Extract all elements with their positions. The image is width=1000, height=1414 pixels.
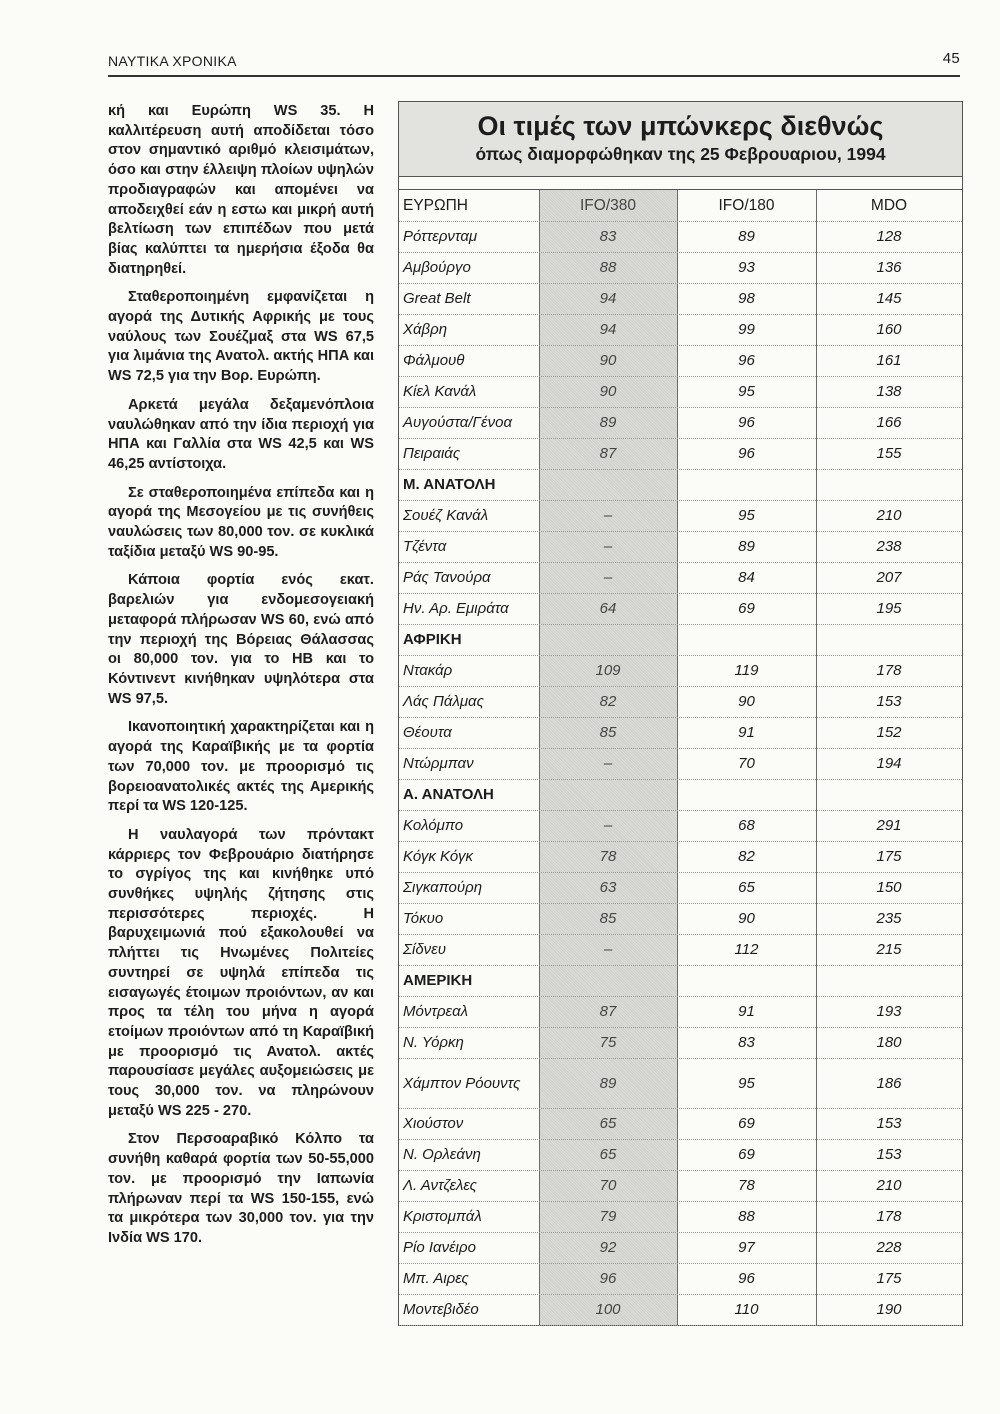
running-header <box>108 50 960 72</box>
ifo380-price: 82 <box>599 693 617 710</box>
table-title: Οι τιμές των μπώνκερς διεθνώς <box>477 111 884 141</box>
port-name: Λάς Πάλμας <box>403 693 484 710</box>
table-row <box>399 438 962 470</box>
table-row <box>399 252 962 284</box>
table-row <box>399 593 962 625</box>
region-row <box>399 624 962 656</box>
table-row <box>399 283 962 315</box>
article-paragraph: Η ναυλαγορά των πρόντακτ κάρριερς τον Φεβρουάριο διατήρησε το σγρίγος της και κινήθηκε υπό συνθήκες υψηλής ζήτησης στις περισσότερες περιοχές. Η βαρυχειμωνιά πού εξακολουθεί να πλήττει τις Ηνωμένες Πολιτείες συντηρεί σε υψηλά επίπεδα τις εισαγωγές έτοιμων προιόντων, αν και προς τα τέλη του μήνα η αγορά ετοίμων προιόντων από τη Καραϊβική με προορισμό τις Ανατολ. ακτές παρουσίασε μεγάλες αυξομειώσεις με τους 30,000 τον. να πληρώνουν μεταξύ WS 225 - 270. <box>108 826 374 1119</box>
ifo180-price: 98 <box>738 290 755 307</box>
ifo380-price: 89 <box>599 1074 617 1092</box>
article-paragraph: Κάποια φορτία ενός εκατ. βαρελιών για ενδομεσογειακή μεταφορά πλήρωσαν WS 60, ενώ από την περιοχή της Βόρειας Θάλασσας οι 80,000 τον. για το ΗΒ και το Κόντινεντ κινήθηκαν υψηλότερα στα WS 97,5. <box>108 572 374 707</box>
mdo-price: 175 <box>876 848 902 865</box>
port-name: Ράς Τανούρα <box>403 569 491 586</box>
mdo-price: 228 <box>876 1239 902 1256</box>
ifo380-price: 63 <box>599 879 617 896</box>
port-name: Κολόμπο <box>403 817 464 834</box>
port-name: Κίελ Κανάλ <box>403 383 477 400</box>
table-row <box>399 345 962 377</box>
ifo380-price: 90 <box>599 352 617 369</box>
ifo380-price: – <box>603 507 613 524</box>
table-row <box>399 717 962 749</box>
publication-title: ΝΑΥΤΙΚΑ ΧΡΟΝΙΚΑ <box>108 53 237 69</box>
ifo380-price: 90 <box>599 383 617 400</box>
port-name: Κριστομπάλ <box>403 1208 482 1225</box>
port-name: Ν. Υόρκη <box>403 1034 464 1051</box>
ifo380-price: 79 <box>599 1208 617 1225</box>
mdo-price: 210 <box>876 507 902 524</box>
port-name: Αυγούστα/Γένοα <box>403 414 513 431</box>
mdo-price: 207 <box>876 569 902 586</box>
table-row <box>399 1294 962 1326</box>
article-column <box>108 102 374 1258</box>
ifo380-price: 94 <box>599 321 617 338</box>
table-row <box>399 1263 962 1295</box>
ifo180-price: 97 <box>738 1239 755 1256</box>
ifo180-price: 68 <box>738 817 755 834</box>
mdo-price: 138 <box>876 383 902 400</box>
ifo180-price: 78 <box>738 1177 755 1194</box>
port-name: Λ. Αντζελες <box>403 1177 477 1194</box>
mdo-price: 193 <box>876 1003 902 1020</box>
port-name: Ρόττερνταμ <box>403 228 478 245</box>
mdo-price: 210 <box>876 1177 902 1194</box>
mdo-price: 153 <box>876 1115 902 1132</box>
region-row <box>399 965 962 997</box>
mdo-price: 178 <box>876 662 902 679</box>
ifo380-price: 92 <box>599 1239 617 1256</box>
ifo380-price: 64 <box>599 600 617 617</box>
port-name: Φάλμουθ <box>403 352 465 369</box>
port-name: Ην. Αρ. Εμιράτα <box>403 600 509 617</box>
table-row <box>399 1058 962 1109</box>
region-label: Μ. ΑΝΑΤΟΛΗ <box>403 476 496 493</box>
port-name: Σιγκαπούρη <box>403 879 483 896</box>
table-header-row <box>399 190 962 222</box>
table-title-box <box>399 102 962 177</box>
ifo380-price: 70 <box>599 1177 617 1194</box>
ifo380-price: 87 <box>599 1003 617 1020</box>
article-paragraph: Ικανοποιητική χαρακτηρίζεται και η αγορά της Καραϊβικής με τα φορτία των 70,000 τον. με προορισμό τις βορειοανατολικές ακτές της Αμερικής περί τα WS 120-125. <box>108 719 374 815</box>
ifo180-price: 95 <box>738 507 755 524</box>
ifo180-price: 89 <box>738 538 755 555</box>
ifo180-price: 69 <box>738 1146 755 1163</box>
table-row <box>399 562 962 594</box>
ifo180-price: 91 <box>738 1003 755 1020</box>
ifo180-price: 90 <box>738 910 755 927</box>
ifo380-price: 100 <box>595 1301 621 1318</box>
mdo-price: 150 <box>876 879 902 896</box>
mdo-price: 160 <box>876 321 902 338</box>
article-paragraph: Στον Περσοαραβικό Κόλπο τα συνήθη καθαρά φορτία των 50-55,000 τον. με προορισμό την Ιαπωνία πλήρωναν περί τα WS 150-155, ενώ τα μικρότερα των 30,000 τον. για την Ινδία WS 170. <box>108 1131 374 1246</box>
header-divider <box>108 75 960 77</box>
region-row <box>399 469 962 501</box>
port-name: Ντώρμπαν <box>403 755 474 772</box>
table-row <box>399 1139 962 1171</box>
ifo180-price: 119 <box>734 662 759 679</box>
table-row <box>399 841 962 873</box>
ifo380-price: 94 <box>599 290 617 307</box>
port-name: Αμβούργο <box>403 259 471 276</box>
ifo180-price: 110 <box>734 1301 759 1318</box>
table-row <box>399 376 962 408</box>
port-name: Μπ. Αιρες <box>403 1270 469 1287</box>
mdo-price: 186 <box>876 1074 902 1092</box>
region-label: Α. ΑΝΑΤΟΛΗ <box>403 786 494 803</box>
ifo180-price: 82 <box>738 848 755 865</box>
region-label: ΑΜΕΡΙΚΗ <box>403 972 473 989</box>
mdo-price: 291 <box>876 817 902 834</box>
ifo380-price: 88 <box>599 259 617 276</box>
ifo180-price: 95 <box>738 383 755 400</box>
port-name: Σουέζ Κανάλ <box>403 507 489 524</box>
mdo-price: 153 <box>876 693 902 710</box>
ifo180-price: 95 <box>738 1074 755 1092</box>
ifo180-price: 93 <box>738 259 755 276</box>
port-name: Χάμπτον Ρόουντς <box>403 1074 521 1092</box>
table-row <box>399 314 962 346</box>
ifo180-price: 112 <box>734 941 759 958</box>
ifo380-price: – <box>603 817 613 834</box>
port-name: Κόγκ Κόγκ <box>403 848 473 865</box>
mdo-price: 175 <box>876 1270 902 1287</box>
mdo-price: 238 <box>876 538 902 555</box>
table-row <box>399 1027 962 1059</box>
ifo380-price: 96 <box>599 1270 617 1287</box>
article-paragraph: κή και Ευρώπη WS 35. Η καλλιτέρευση αυτή αποδίδεται τόσο στον σημαντικό αριθμό κλεισιμάτων, όσο και στην έλλειψη πλοίων υψηλών προδιαγραφών και απομένει να αποδειχθεί εάν η εστω και μικρή αυτή βελτίωση των επιπέδων που μετά βίας καλύπτει τα ημερήσια έξοδα θα διατηρηθεί. <box>108 103 374 277</box>
ifo380-price: – <box>603 941 613 958</box>
ifo180-price: 84 <box>738 569 755 586</box>
table-row <box>399 1170 962 1202</box>
ifo380-price: 89 <box>599 414 617 431</box>
column-header-ifo180: IFO/180 <box>718 196 775 214</box>
mdo-price: 152 <box>876 724 902 741</box>
ifo380-price: 87 <box>599 445 617 462</box>
region-row <box>399 779 962 811</box>
bunker-prices-table <box>398 101 963 1326</box>
ifo180-price: 69 <box>738 1115 755 1132</box>
ifo180-price: 99 <box>738 321 755 338</box>
mdo-price: 155 <box>876 445 902 462</box>
port-name: Μοντεβιδέο <box>403 1301 479 1318</box>
table-row <box>399 872 962 904</box>
table-row <box>399 655 962 687</box>
port-name: Θέουτα <box>403 724 452 741</box>
port-name: Χάβρη <box>403 321 448 338</box>
ifo180-price: 70 <box>738 755 755 772</box>
ifo380-price: 109 <box>595 662 621 679</box>
mdo-price: 166 <box>876 414 902 431</box>
mdo-price: 153 <box>876 1146 902 1163</box>
ifo180-price: 96 <box>738 414 755 431</box>
ifo180-price: 96 <box>738 1270 755 1287</box>
ifo180-price: 91 <box>738 724 755 741</box>
port-name: Ντακάρ <box>403 662 453 679</box>
table-subtitle: όπως διαμορφώθηκαν της 25 Φεβρουαριου, 1994 <box>475 144 886 164</box>
ifo380-price: 85 <box>599 724 617 741</box>
ifo180-price: 88 <box>738 1208 755 1225</box>
mdo-price: 194 <box>876 755 902 772</box>
table-row <box>399 1232 962 1264</box>
table-row <box>399 407 962 439</box>
region-header-europe: ΕΥΡΩΠΗ <box>403 197 468 214</box>
port-name: Χιούστον <box>403 1115 464 1132</box>
mdo-price: 190 <box>876 1301 902 1318</box>
port-name: Τόκυο <box>403 910 444 927</box>
table-row <box>399 996 962 1028</box>
table-row <box>399 1201 962 1233</box>
ifo180-price: 96 <box>738 352 755 369</box>
table-row <box>399 1108 962 1140</box>
article-paragraph: Σε σταθεροποιημένα επίπεδα και η αγορά της Μεσογείου με τις συνήθεις ναυλώσεις των 80,000 τον. σε κυκλικά ταξίδια μεταξύ WS 90-95. <box>108 484 374 560</box>
table-row <box>399 903 962 935</box>
port-name: Πειραιάς <box>403 445 461 462</box>
ifo380-price: – <box>603 538 613 555</box>
column-header-ifo380: IFO/380 <box>580 196 636 214</box>
mdo-price: 161 <box>876 352 902 369</box>
port-name: Ν. Ορλεάνη <box>403 1146 481 1163</box>
ifo380-price: 75 <box>599 1034 617 1051</box>
port-name: Great Belt <box>403 290 471 307</box>
ifo180-price: 90 <box>738 693 755 710</box>
mdo-price: 136 <box>876 259 902 276</box>
mdo-price: 235 <box>876 910 902 927</box>
ifo180-price: 69 <box>738 600 755 617</box>
region-label: ΑΦΡΙΚΗ <box>403 631 462 648</box>
article-paragraph: Σταθεροποιημένη εμφανίζεται η αγορά της Δυτικής Αφρικής με τους ναύλους των Σουέζμαξ στα WS 67,5 για λιμάνια της Ανατολ. ακτής ΗΠΑ και WS 72,5 για την Βορ. Ευρώπη. <box>108 289 374 385</box>
ifo380-price: – <box>603 569 613 586</box>
ifo380-price: 83 <box>599 228 617 245</box>
mdo-price: 215 <box>876 941 902 958</box>
article-paragraph: Αρκετά μεγάλα δεξαμενόπλοια ναυλώθηκαν από την ίδια περιοχή για ΗΠΑ και Γαλλία στα WS 42,5 και WS 46,25 αντίστοιχα. <box>108 396 374 472</box>
column-header-mdo: MDO <box>870 196 908 214</box>
port-name: Ρίο Ιανέιρο <box>403 1239 476 1256</box>
table-row <box>399 500 962 532</box>
port-name: Μόντρεαλ <box>403 1003 469 1020</box>
page-number: 45 <box>942 50 960 67</box>
mdo-price: 195 <box>876 600 902 617</box>
ifo380-price: 65 <box>599 1146 617 1163</box>
table-row <box>399 748 962 780</box>
price-grid <box>399 189 962 1325</box>
table-row <box>399 221 962 253</box>
ifo180-price: 89 <box>738 228 755 245</box>
table-row <box>399 810 962 842</box>
mdo-price: 128 <box>876 228 902 245</box>
ifo380-price: 78 <box>599 848 617 865</box>
table-row <box>399 934 962 966</box>
ifo380-price: 65 <box>599 1115 617 1132</box>
port-name: Σίδνευ <box>403 941 447 958</box>
ifo380-price: 85 <box>599 910 617 927</box>
table-row <box>399 531 962 563</box>
ifo180-price: 83 <box>738 1034 755 1051</box>
mdo-price: 145 <box>876 290 902 307</box>
ifo180-price: 65 <box>738 879 755 896</box>
port-name: Τζέντα <box>403 538 447 555</box>
ifo180-price: 96 <box>738 445 755 462</box>
mdo-price: 178 <box>876 1208 902 1225</box>
ifo380-price: – <box>603 755 613 772</box>
table-row <box>399 686 962 718</box>
mdo-price: 180 <box>876 1034 902 1051</box>
